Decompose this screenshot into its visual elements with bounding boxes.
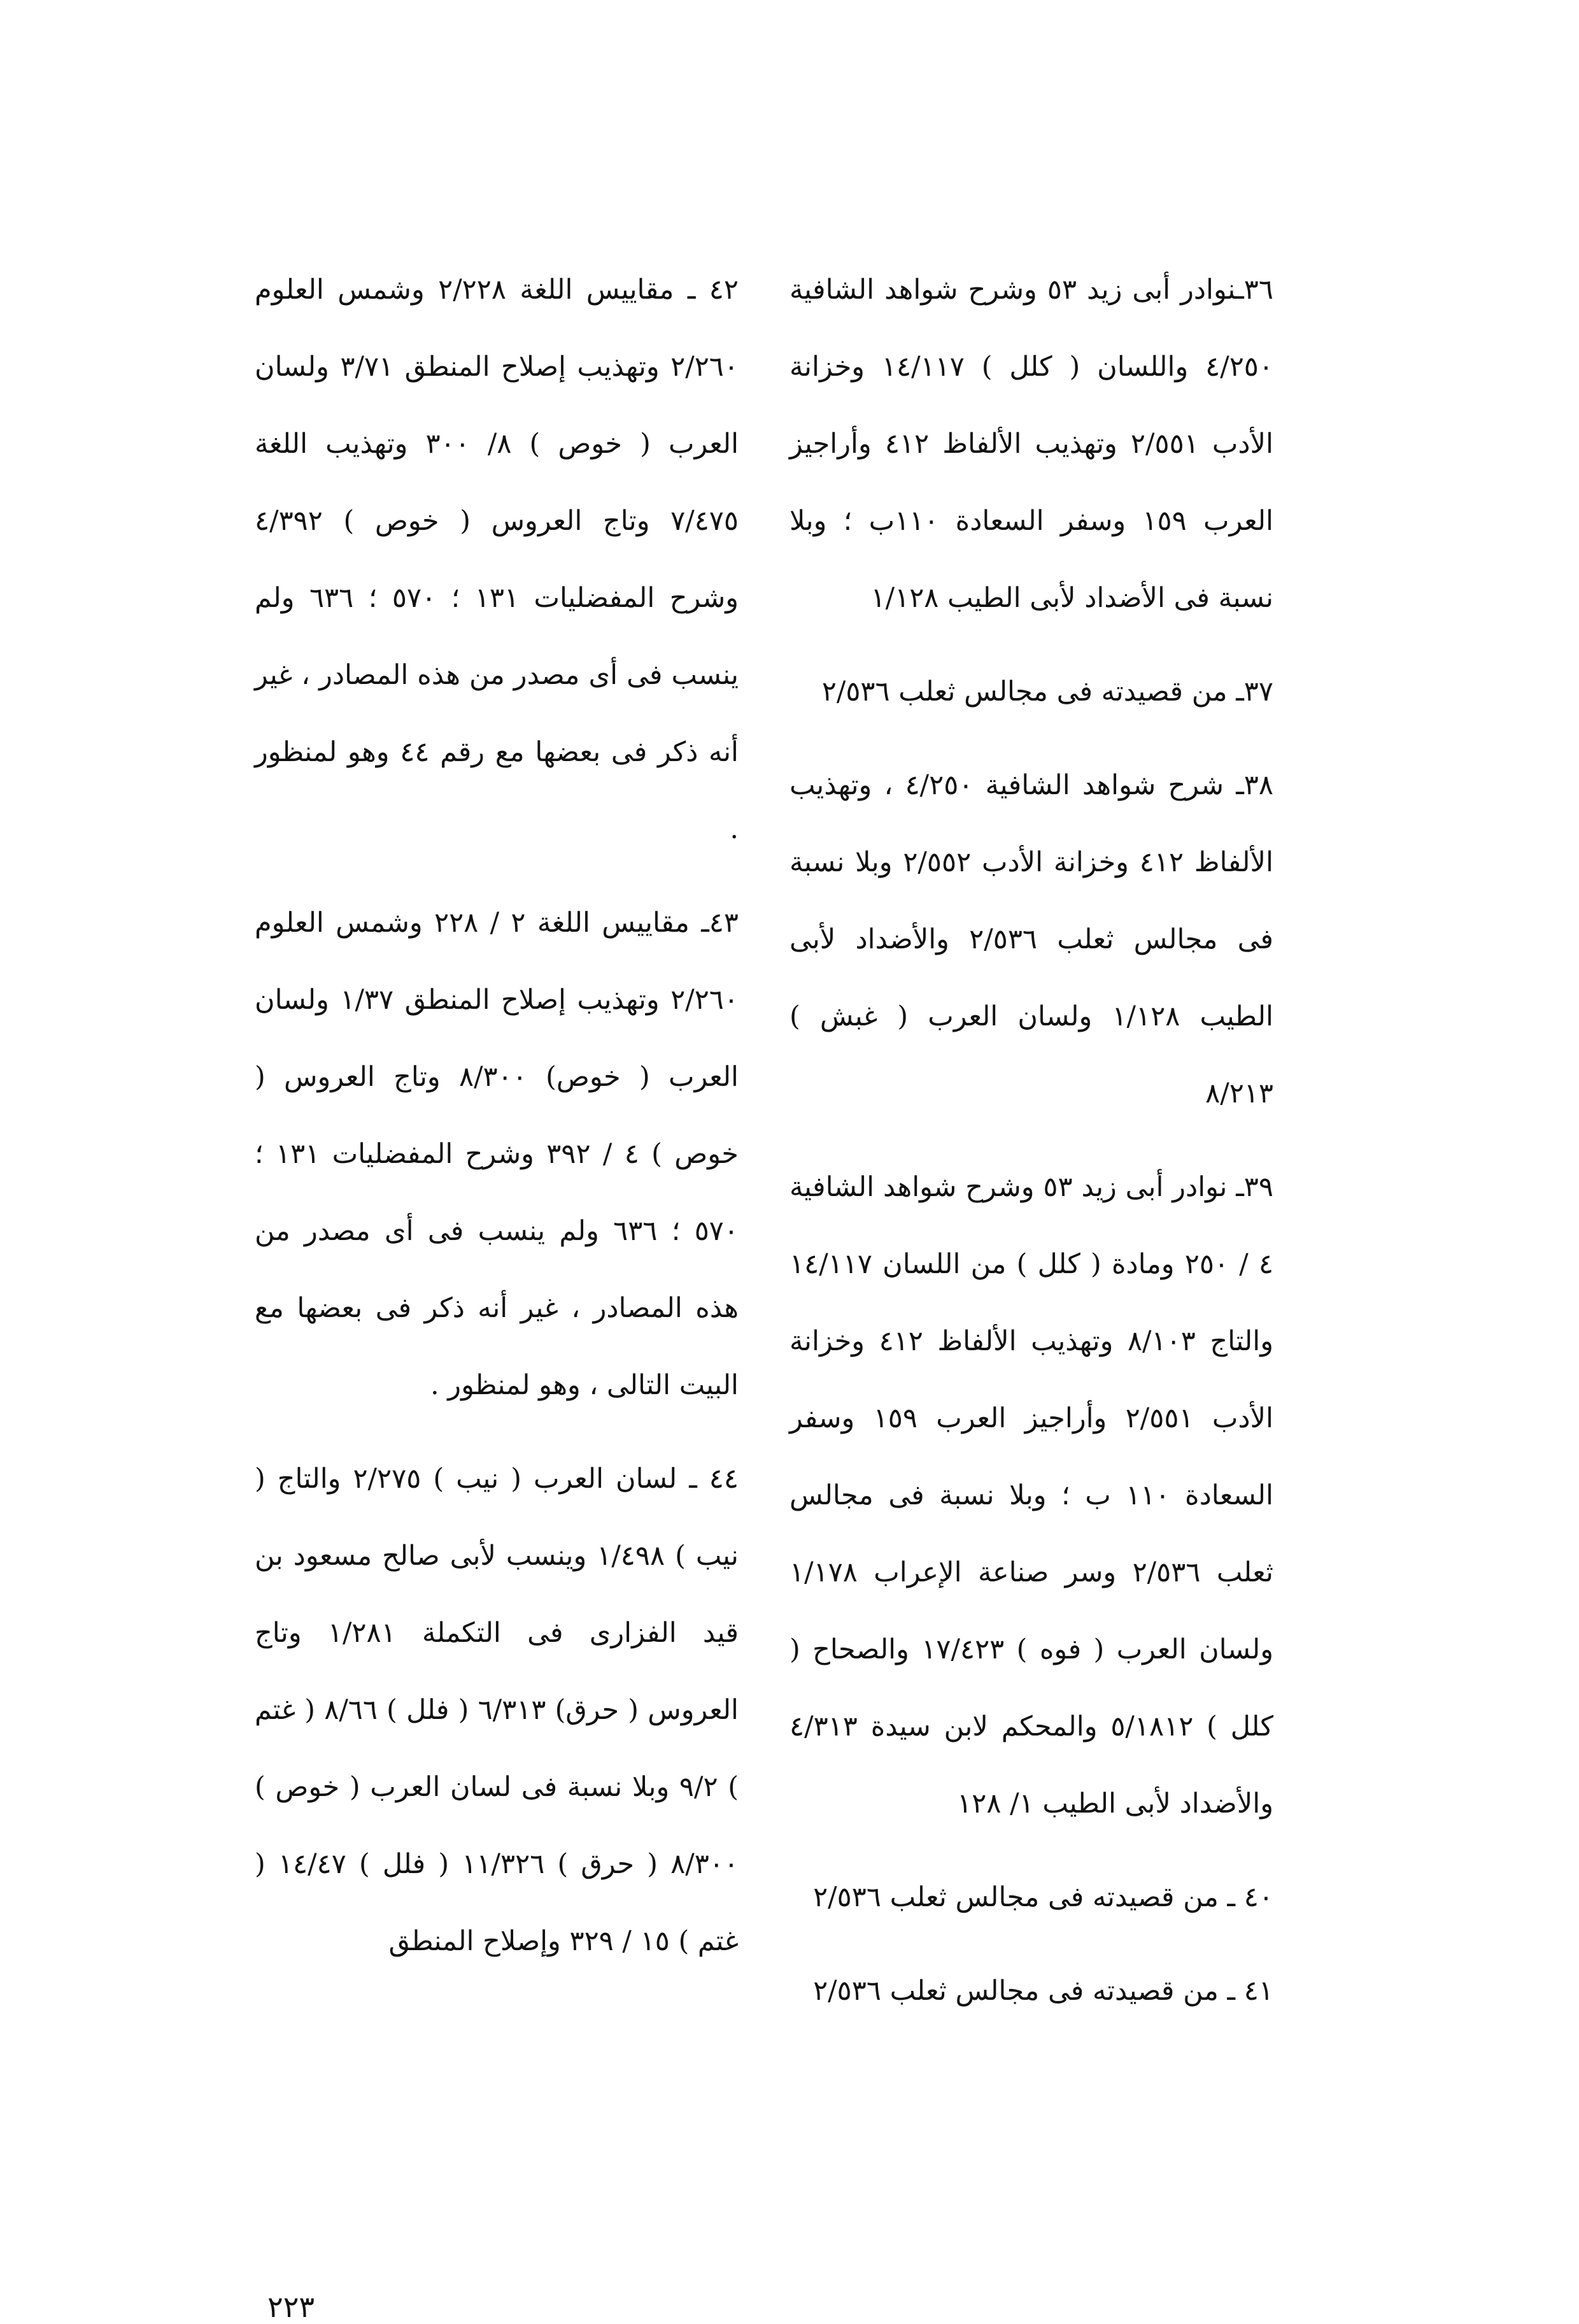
left-column bbox=[255, 252, 739, 1980]
footnote-entry-38: ٣٨ـ شرح شواهد الشافية ٤/٢٥٠ ، وتهذيب الألفاظ ٤١٢ وخزانة الأدب ٢/٥٥٢ وبلا نسبة فى مجالس ثعلب ٢/٥٣٦ والأضداد لأبى الطيب ١/١٢٨ ولسان العرب ( غبش ) ٨/٢١٣ bbox=[790, 769, 1273, 1109]
footnote-entry-36: ٣٦ـنوادر أبى زيد ٥٣ وشرح شواهد الشافية ٤/٢٥٠ واللسان ( كلل ) ١٤/١١٧ وخزانة الأدب ٢/٥٥١ وتهذيب الألفاظ ٤١٢ وأراجيز العرب ١٥٩ وسفر السعادة ١١٠ب ؛ وبلا نسبة فى الأضداد لأبى الطيب ١/١٢٨ bbox=[790, 274, 1273, 614]
footnote-entry-39: ٣٩ـ نوادر أبى زيد ٥٣ وشرح شواهد الشافية ٤ / ٢٥٠ ومادة ( كلل ) من اللسان ١٤/١١٧ والتاج ٨/١٠٣ وتهذيب الألفاظ ٤١٢ وخزانة الأدب ٢/٥٥١ وأراجيز العرب ١٥٩ وسفر السعادة ١١٠ ب ؛ وبلا نسبة فى مجالس ثعلب ٢/٥٣٦ وسر صناعة الإعراب ١/١٧٨ ولسان العرب ( فوه ) ١٧/٤٢٣ والصحاح ( كلل ) ٥/١٨١٢ والمحكم لابن سيدة ٤/٣١٣ والأضداد لأبى الطيب ١/ ١٢٨ bbox=[790, 1171, 1274, 1820]
footnote-entry-41: ٤١ ـ من قصيدته فى مجالس ثعلب ٢/٥٣٦ bbox=[813, 1975, 1273, 2007]
footnote-entry-43: ٤٣ـ مقاييس اللغة ٢ / ٢٢٨ وشمس العلوم ٢/٢٦٠ وتهذيب إصلاح المنطق ١/٣٧ ولسان العرب ( خوص) ٨/٣٠٠ وتاج العروس ( خوص ) ٤ / ٣٩٢ وشرح المفضليات ١٣١ ؛ ٥٧٠ ؛ ٦٣٦ ولم ينسب فى أى مصدر من هذه المصادر ، غير أنه ذكر فى بعضها مع البيت التالى ، وهو لمنظور . bbox=[255, 907, 739, 1401]
footnote-entry-42: ٤٢ ـ مقاييس اللغة ٢/٢٢٨ وشمس العلوم ٢/٢٦٠ وتهذيب إصلاح المنطق ٣/٧١ ولسان العرب ( خوص ) ٨/ ٣٠٠ وتهذيب اللغة ٧/٤٧٥ وتاج العروس ( خوص ) ٤/٣٩٢ وشرح المفضليات ١٣١ ؛ ٥٧٠ ؛ ٦٣٦ ولم ينسب فى أى مصدر من هذه المصادر ، غير أنه ذكر فى بعضها مع رقم ٤٤ وهو لمنظور . bbox=[255, 274, 739, 845]
right-column bbox=[790, 252, 1273, 2030]
page-number: ٢٢٣ bbox=[267, 2290, 315, 2324]
footnote-entry-44: ٤٤ ـ لسان العرب ( نيب ) ٢/٢٧٥ والتاج ( نيب ) ١/٤٩٨ وينسب لأبى صالح مسعود بن قيد الفزارى فى التكملة ١/٢٨١ وتاج العروس ( حرق) ٦/٣١٣ ( فلل ) ٨/٦٦ ( غتم ) ٩/٢ وبلا نسبة فى لسان العرب ( خوص ) ٨/٣٠٠ ( حرق ) ١١/٣٢٦ ( فلل ) ١٤/٤٧ ( غتم ) ١٥ / ٣٢٩ وإصلاح المنطق bbox=[255, 1463, 739, 1957]
footnote-entry-40: ٤٠ ـ من قصيدته فى مجالس ثعلب ٢/٥٣٦ bbox=[813, 1881, 1273, 1913]
footnote-entry-37: ٣٧ـ من قصيدته فى مجالس ثعلب ٢/٥٣٦ bbox=[821, 676, 1273, 708]
